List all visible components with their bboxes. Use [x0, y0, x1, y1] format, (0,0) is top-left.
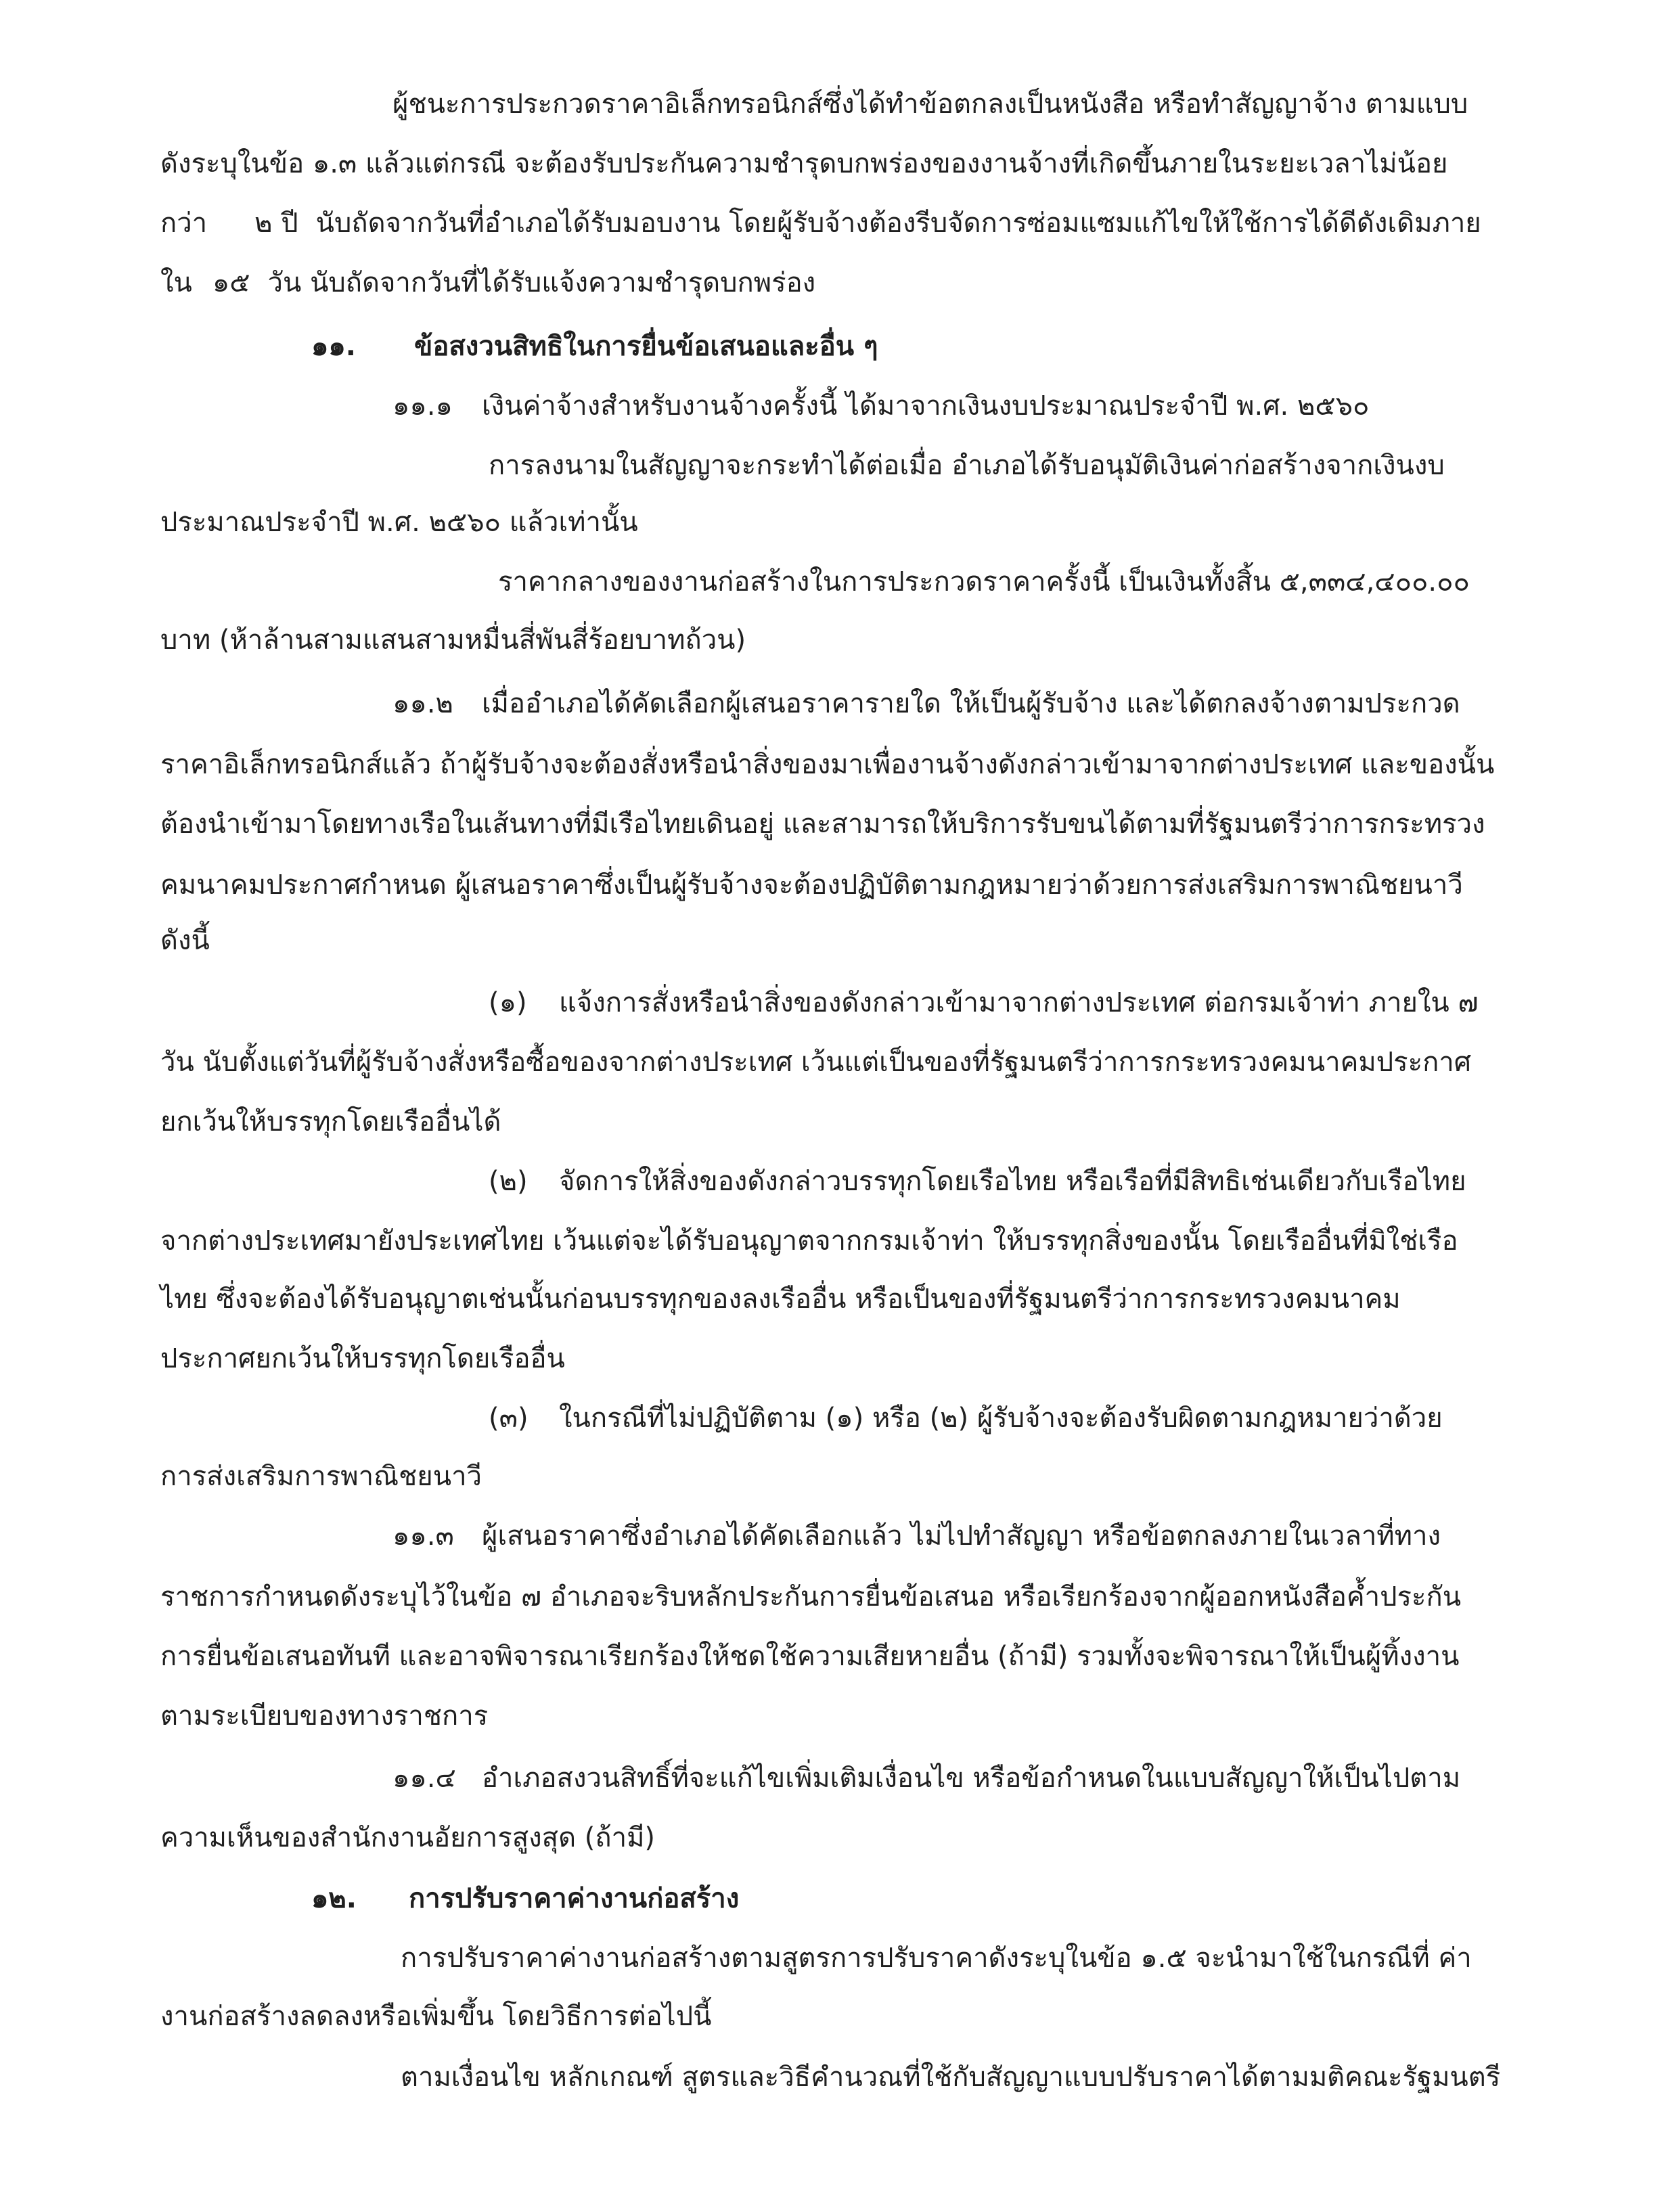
section-12-line-3: ตามเงื่อนไข หลักเกณฑ์ สูตรและวิธีคำนวณที่ใช้กับสัญญาแบบปรับราคาได้ตามมติคณะรัฐมนตรี: [401, 2062, 1501, 2093]
clause-11-3-line-1: ผู้เสนอราคาซึ่งอำเภอได้คัดเลือกแล้ว ไม่ไปทำสัญญา หรือข้อตกลงภายในเวลาที่ทาง: [482, 1520, 1441, 1552]
intro-line-3-c: นับถัดจากวันที่อำเภอได้รับมอบงาน โดยผู้รับจ้างต้องรีบจัดการซ่อมแซมแก้ไขให้ใช้การได้ดีดังเดิมภาย: [315, 208, 1481, 239]
clause-11-2-line-1: เมื่ออำเภอได้คัดเลือกผู้เสนอราคารายใด ให้เป็นผู้รับจ้าง และได้ตกลงจ้างตามประกวด: [482, 688, 1460, 719]
item-2-line-1: จัดการให้สิ่งของดังกล่าวบรรทุกโดยเรือไทย หรือเรือที่มีสิทธิเช่นเดียวกับเรือไทย: [559, 1166, 1466, 1197]
intro-line-4-a: ใน: [160, 267, 192, 298]
section-11-title: ข้อสงวนสิทธิในการยื่นข้อเสนอและอื่น ๆ: [414, 331, 878, 362]
clause-11-4-number: ๑๑.๔: [392, 1763, 456, 1794]
clause-11-1-number: ๑๑.๑: [392, 390, 453, 422]
section-12-line-2: งานก่อสร้างลดลงหรือเพิ่มขึ้น โดยวิธีการต่อไปนี้: [160, 2001, 712, 2032]
clause-11-3-number: ๑๑.๓: [392, 1520, 454, 1552]
item-1-line-3: ยกเว้นให้บรรทุกโดยเรืออื่นได้: [160, 1106, 501, 1137]
intro-line-4-b: ๑๕: [212, 267, 250, 298]
intro-line-4: [160, 269, 815, 296]
clause-11-1-line-4: ราคากลางของงานก่อสร้างในการประกวดราคาครั้งนี้ เป็นเงินทั้งสิ้น ๕,๓๓๔,๔๐๐.๐๐: [498, 566, 1470, 597]
item-2-line-4: ประกาศยกเว้นให้บรรทุกโดยเรืออื่น: [160, 1343, 565, 1374]
section-12-number: ๑๒.: [311, 1883, 357, 1914]
clause-11-3-line-2: ราชการกำหนดดังระบุไว้ในข้อ ๗ อำเภอจะริบหลักประกันการยื่นข้อเสนอ หรือเรียกร้องจากผู้ออกหนังสือค้ำประกัน: [160, 1581, 1462, 1612]
clause-11-4-line-2: ความเห็นของสำนักงานอัยการสูงสุด (ถ้ามี): [160, 1822, 656, 1853]
item-1-line-2: วัน นับตั้งแต่วันที่ผู้รับจ้างสั่งหรือซื้อของจากต่างประเทศ เว้นแต่เป็นของที่รัฐมนตรีว่าการกระทรวงคมนาคมประกาศ: [160, 1047, 1472, 1078]
intro-line-3: [160, 210, 1481, 237]
clause-11-1-line-2: การลงนามในสัญญาจะกระทำได้ต่อเมื่อ อำเภอได้รับอนุมัติเงินค่าก่อสร้างจากเงินงบ: [489, 450, 1445, 481]
clause-11-2-line-4: คมนาคมประกาศกำหนด ผู้เสนอราคาซึ่งเป็นผู้รับจ้างจะต้องปฏิบัติตามกฎหมายว่าด้วยการส่งเสริมการพาณิชยนาวี: [160, 870, 1463, 901]
section-12-line-1: การปรับราคาค่างานก่อสร้างตามสูตรการปรับราคาดังระบุในข้อ ๑.๕ จะนำมาใช้ในกรณีที่ ค่า: [401, 1943, 1472, 1974]
intro-line-3-b: ๒ ปี: [254, 208, 298, 239]
intro-line-3-a: กว่า: [160, 208, 208, 239]
intro-line-4-c: วัน นับถัดจากวันที่ได้รับแจ้งความชำรุดบกพร่อง: [267, 267, 816, 298]
clause-11-2-number: ๑๑.๒: [392, 688, 453, 719]
clause-11-2-line-2: ราคาอิเล็กทรอนิกส์แล้ว ถ้าผู้รับจ้างจะต้องสั่งหรือนำสิ่งของมาเพื่องานจ้างดังกล่าวเข้ามาจากต่างประเทศ และของนั้น: [160, 749, 1495, 780]
clause-11-3-line-3: การยื่นข้อเสนอทันที และอาจพิจารณาเรียกร้องให้ชดใช้ความเสียหายอื่น (ถ้ามี) รวมทั้งจะพิจารณาให้เป็นผู้ทิ้งงาน: [160, 1641, 1460, 1672]
clause-11-3-line-4: ตามระเบียบของทางราชการ: [160, 1700, 489, 1732]
section-11-number: ๑๑.: [311, 331, 356, 362]
intro-line-2: ดังระบุในข้อ ๑.๓ แล้วแต่กรณี จะต้องรับประกันความชำรุดบกพร่องของงานจ้างที่เกิดขึ้นภายในระยะเวลาไม่น้อย: [160, 148, 1448, 179]
clause-11-1-line-1: เงินค่าจ้างสำหรับงานจ้างครั้งนี้ ได้มาจากเงินงบประมาณประจำปี พ.ศ. ๒๕๖๐: [482, 390, 1370, 422]
clause-11-1-line-3: ประมาณประจำปี พ.ศ. ๒๕๖๐ แล้วเท่านั้น: [160, 507, 638, 538]
item-1-line-1: แจ้งการสั่งหรือนำสิ่งของดังกล่าวเข้ามาจากต่างประเทศ ต่อกรมเจ้าท่า ภายใน ๗: [559, 987, 1479, 1018]
item-3-line-2: การส่งเสริมการพาณิชยนาวี: [160, 1461, 482, 1492]
intro-line-1: ผู้ชนะการประกวดราคาอิเล็กทรอนิกส์ซึ่งได้ทำข้อตกลงเป็นหนังสือ หรือทำสัญญาจ้าง ตามแบบ: [392, 89, 1468, 120]
item-2-line-2: จากต่างประเทศมายังประเทศไทย เว้นแต่จะได้รับอนุญาตจากกรมเจ้าท่า ให้บรรทุกสิ่งของนั้น โดยเรืออื่นที่มิใช่เรือ: [160, 1225, 1458, 1257]
section-12-title: การปรับราคาค่างานก่อสร้าง: [409, 1883, 740, 1914]
clause-11-1-line-5: บาท (ห้าล้านสามแสนสามหมื่นสี่พันสี่ร้อยบาทถ้วน): [160, 625, 746, 656]
item-3-line-1: ในกรณีที่ไม่ปฏิบัติตาม (๑) หรือ (๒) ผู้รับจ้างจะต้องรับผิดตามกฎหมายว่าด้วย: [559, 1403, 1443, 1434]
clause-11-2-line-5: ดังนี้: [160, 925, 210, 956]
clause-11-4-line-1: อำเภอสงวนสิทธิ์ที่จะแก้ไขเพิ่มเติมเงื่อนไข หรือข้อกำหนดในแบบสัญญาให้เป็นไปตาม: [482, 1763, 1461, 1794]
item-1-number: (๑): [489, 987, 527, 1018]
item-2-number: (๒): [489, 1166, 528, 1197]
clause-11-2-line-3: ต้องนำเข้ามาโดยทางเรือในเส้นทางที่มีเรือไทยเดินอยู่ และสามารถให้บริการรับขนได้ตามที่รัฐมนตรีว่าการกระทรวง: [160, 809, 1485, 840]
item-3-number: (๓): [489, 1403, 529, 1434]
item-2-line-3: ไทย ซึ่งจะต้องได้รับอนุญาตเช่นนั้นก่อนบรรทุกของลงเรืออื่น หรือเป็นของที่รัฐมนตรีว่าการกระทรวงคมนาคม: [160, 1284, 1401, 1315]
